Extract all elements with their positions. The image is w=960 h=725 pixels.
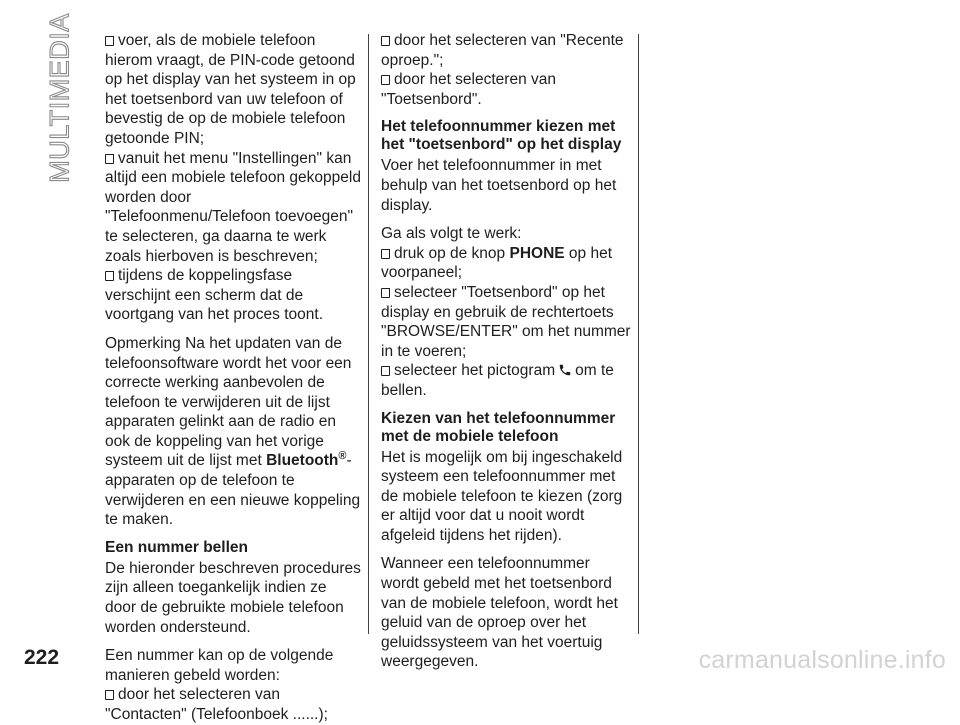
- page-number: 222: [24, 646, 60, 669]
- bluetooth-brand: Bluetooth: [266, 452, 339, 470]
- registered-mark: ®: [338, 450, 347, 463]
- bullet-checkbox-icon: [381, 36, 390, 46]
- bullet-checkbox-icon: [105, 36, 114, 46]
- list-item: voer, als de mobiele telefoon hierom vraagt, de PIN-code getoond op het display van het systeem in op het toetsenbord van uw telefoon of bevestig de op de mobiele telefoon getoonde PIN;: [105, 32, 356, 147]
- left-column: [105, 31, 361, 725]
- section-label: [30, 13, 90, 183]
- heading-keyboard-dial: Het telefoonnummer kiezen met het "toetsenbord" op het display: [381, 118, 622, 154]
- section-label-text: MULTIMEDIA: [44, 13, 75, 183]
- paragraph: De hieronder beschreven procedures zijn alleen toegankelijk indien ze door de gebruikte mobiele telefoon worden ondersteund.: [105, 559, 361, 636]
- column-divider: [368, 34, 369, 634]
- phone-handset-icon: [558, 363, 572, 377]
- bullet-checkbox-icon: [381, 366, 390, 376]
- bullet-checkbox-icon: [381, 249, 390, 259]
- paragraph: Ga als volgt te werk:: [381, 225, 522, 243]
- column-divider: [638, 34, 639, 634]
- phone-key-label: PHONE: [509, 244, 565, 262]
- note-paragraph: Opmerking Na het updaten van de telefoonsoftware wordt het voor een correcte werking aanbevolen de telefoon te verwijderen uit de lijst apparaten gelinkt aan de radio en ook de koppeling van het vorige systeem uit de lijst met Bluetooth®-apparaten op de telefoon te verwijderen en een nieuwe koppeling te maken.: [105, 334, 361, 529]
- paragraph: Een nummer kan op de volgende manieren gebeld worden:: [105, 647, 334, 684]
- bullet-checkbox-icon: [105, 154, 114, 164]
- list-item: door het selecteren van "Recente oproep.";: [381, 32, 624, 69]
- watermark: carmanualsonline.info: [698, 646, 946, 674]
- list-item: selecteer "Toetsenbord" op het display en gebruik de rechtertoets "BROWSE/ENTER" om het nummer in te voeren;: [381, 283, 631, 360]
- paragraph: Wanneer een telefoonnummer wordt gebeld met het toetsenbord van de mobiele telefoon, wordt het geluid van de oproep over het geluidssysteem van het voertuig weergegeven.: [381, 555, 618, 671]
- list-item: vanuit het menu "Instellingen" kan altijd een mobiele telefoon gekoppeld worden door "Telefoonmenu/Telefoon toevoegen" te selecteren, ga daarna te werk zoals hierboven is beschreven;: [105, 149, 361, 265]
- list-item: door het selecteren van "Contacten" (Telefoonboek ......);: [105, 686, 328, 723]
- list-item: selecteer het pictogram om te bellen.: [381, 362, 614, 399]
- list-item: druk op de knop PHONE op het voorpaneel;: [381, 244, 613, 282]
- paragraph: Het is mogelijk om bij ingeschakeld systeem een telefoonnummer met de mobiele telefoon te kiezen (zorg er altijd voor dat u nooit wordt afgeleid tijdens het rijden).: [381, 448, 623, 544]
- right-column: [381, 31, 631, 681]
- heading-call-number: Een nummer bellen: [105, 538, 248, 556]
- heading-mobile-dial: Kiezen van het telefoonnummer met de mobiele telefoon: [381, 409, 616, 445]
- list-item: door het selecteren van "Toetsenbord".: [381, 71, 556, 108]
- list-item: tijdens de koppelingsfase verschijnt een scherm dat de voortgang van het proces toont.: [105, 267, 324, 324]
- bullet-checkbox-icon: [381, 75, 390, 85]
- bullet-checkbox-icon: [105, 271, 114, 281]
- paragraph: Voer het telefoonnummer in met behulp van het toetsenbord op het display.: [381, 157, 617, 214]
- bullet-checkbox-icon: [105, 690, 114, 700]
- bullet-checkbox-icon: [381, 288, 390, 298]
